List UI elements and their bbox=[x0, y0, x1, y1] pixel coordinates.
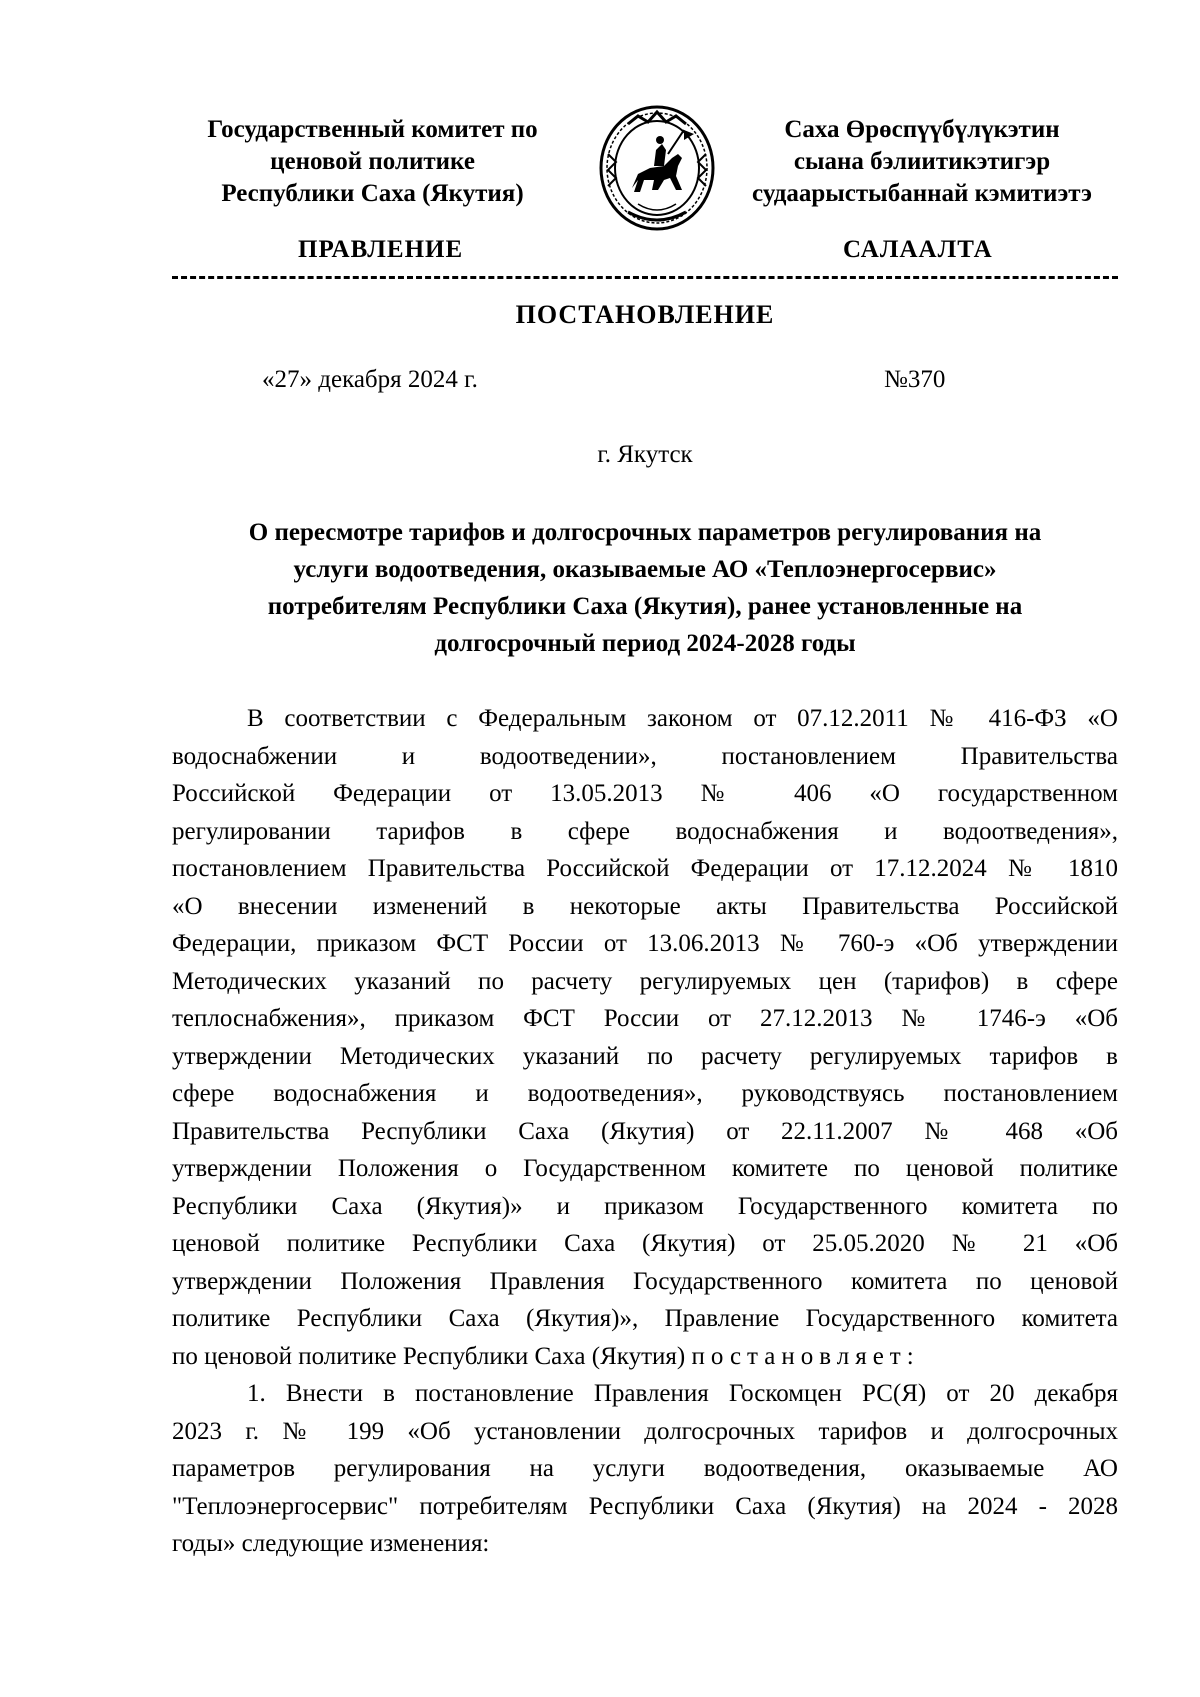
committee-name-line: ценовой политике bbox=[270, 148, 475, 175]
body-line: Методических указаний по расчету регулируемых цен (тарифов) в сфере bbox=[172, 967, 1118, 995]
resolution-verb: постановляет: bbox=[691, 1342, 920, 1370]
document-city: г. Якутск bbox=[597, 441, 693, 468]
body-line: Правительства Республики Саха (Якутия) от 22.11.2007 № 468 «Об bbox=[172, 1117, 1118, 1145]
body-line: утверждении Положения о Государственном комитете по ценовой политике bbox=[172, 1155, 1118, 1182]
body-line: В соответствии с Федеральным законом от 07.12.2011 № 416-ФЗ «О bbox=[247, 705, 1118, 732]
body-line: политике Республики Саха (Якутия)», Правление Государственного комитета bbox=[172, 1305, 1118, 1332]
board-label-russian: ПРАВЛЕНИЕ bbox=[298, 236, 464, 263]
board-label-sakha: САЛААЛТА bbox=[843, 236, 993, 263]
document-date: «27» декабря 2024 г. bbox=[262, 366, 478, 393]
body-line-text: по ценовой политике Республики Саха (Якутия) bbox=[172, 1342, 692, 1370]
body-line: 1. Внести в постановление Правления Госкомцен РС(Я) от 20 декабря bbox=[247, 1380, 1118, 1407]
body-line: сфере водоснабжения и водоотведения», руководствуясь постановлением bbox=[172, 1080, 1118, 1107]
committee-name-russian bbox=[180, 114, 565, 210]
coat-of-arms-emblem bbox=[598, 104, 716, 232]
committee-name-sakha bbox=[732, 114, 1112, 210]
title-line: услуги водоотведения, оказываемые АО «Теплоэнергосервис» bbox=[293, 556, 997, 583]
body-line: постановлением Правительства Российской Федерации от 17.12.2024 № 1810 bbox=[172, 855, 1118, 882]
document-body bbox=[172, 700, 1118, 1563]
committee-name-line: Республики Саха (Якутия) bbox=[221, 180, 524, 207]
document-number: №370 bbox=[884, 366, 946, 393]
body-line: годы» следующие изменения: bbox=[172, 1530, 490, 1557]
committee-name-line: судаарыстыбаннай кэмитиэтэ bbox=[752, 180, 1092, 207]
body-line: 2023 г. № 199 «Об установлении долгосрочных тарифов и долгосрочных bbox=[172, 1417, 1118, 1445]
committee-name-line: сыана бэлиитикэтигэр bbox=[793, 148, 1051, 175]
header-divider bbox=[172, 276, 1118, 279]
body-line: утверждении Положения Правления Государственного комитета по ценовой bbox=[172, 1267, 1118, 1295]
body-line bbox=[172, 1338, 1118, 1376]
committee-name-line: Государственный комитет по bbox=[207, 116, 538, 143]
body-line: Российской Федерации от 13.05.2013 № 406 «О государственном bbox=[172, 780, 1118, 807]
title-line: долгосрочный период 2024-2028 годы bbox=[434, 630, 856, 657]
title-line: потребителям Республики Саха (Якутия), ранее установленные на bbox=[267, 593, 1023, 620]
committee-name-line: Саха Өрөспүүбүлүкэтин bbox=[784, 116, 1060, 143]
body-line: ценовой политике Республики Саха (Якутия) от 25.05.2020 № 21 «Об bbox=[172, 1230, 1118, 1257]
document-title bbox=[172, 514, 1118, 662]
body-line: утверждении Методических указаний по расчету регулируемых тарифов в bbox=[172, 1042, 1118, 1070]
body-line: "Теплоэнергосервис" потребителям Республики Саха (Якутия) на 2024 - 2028 bbox=[172, 1492, 1118, 1520]
body-line: водоснабжении и водоотведении», постановлением Правительства bbox=[172, 742, 1118, 770]
body-line: Республики Саха (Якутия)» и приказом Государственного комитета по bbox=[172, 1192, 1118, 1220]
body-line: параметров регулирования на услуги водоотведения, оказываемые АО bbox=[172, 1455, 1118, 1482]
body-line: «О внесении изменений в некоторые акты Правительства Российской bbox=[172, 892, 1118, 920]
document-type: ПОСТАНОВЛЕНИЕ bbox=[515, 300, 775, 329]
title-line: О пересмотре тарифов и долгосрочных параметров регулирования на bbox=[248, 519, 1042, 546]
body-line: регулировании тарифов в сфере водоснабжения и водоотведения», bbox=[172, 817, 1118, 845]
body-line: Федерации, приказом ФСТ России от 13.06.2013 № 760-э «Об утверждении bbox=[172, 930, 1118, 957]
body-line: теплоснабжения», приказом ФСТ России от 27.12.2013 № 1746-э «Об bbox=[172, 1005, 1118, 1032]
